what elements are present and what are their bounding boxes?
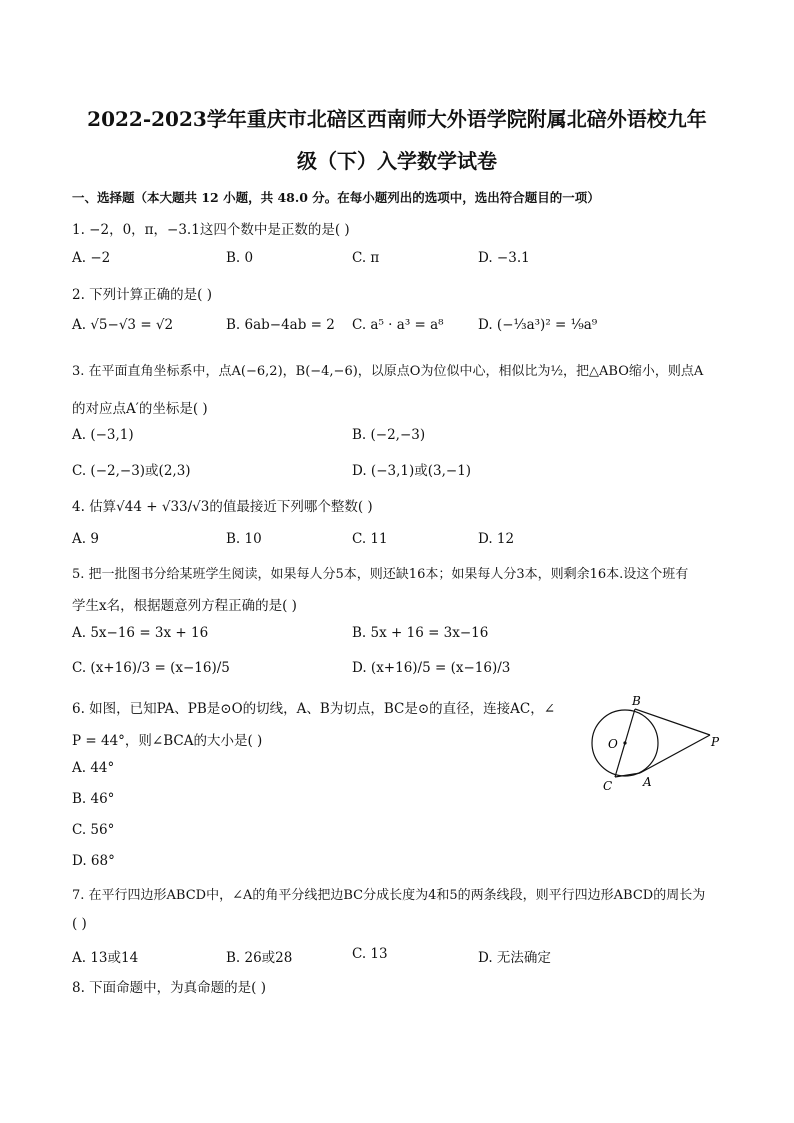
q3-option-a: A. (−3,1) — [72, 427, 134, 443]
figure-label-c: C — [603, 779, 613, 793]
q1-option-b: B. 0 — [226, 250, 254, 266]
question-5-stem-2: 学生x名，根据题意列方程正确的是( ) — [72, 598, 297, 614]
q4-option-b: B. 10 — [226, 531, 262, 547]
q5-option-c: C. (x+16)/3 = (x−16)/5 — [72, 660, 230, 676]
question-5-stem-1: 5. 把一批图书分给某班学生阅读，如果每人分5本，则还缺16本；如果每人分3本，则剩余16本.设这个班有 — [72, 567, 689, 582]
figure-label-o: O — [608, 737, 618, 751]
question-3-stem-1: 3. 在平面直角坐标系中，点A(−6,2)，B(−4,−6)，以原点O为位似中心，相似比为½，把△ABO缩小，则点A — [72, 364, 704, 379]
question-6-stem-1: 6. 如图，已知PA、PB是⊙O的切线，A、B为切点，BC是⊙的直径，连接AC，∠ — [72, 701, 556, 717]
q6-option-a: A. 44° — [72, 760, 115, 776]
figure-center-point — [623, 741, 626, 744]
q5-option-b: B. 5x + 16 = 3x−16 — [352, 625, 489, 641]
q3-option-d: D. (−3,1)或(3,−1) — [352, 463, 472, 479]
question-7-stem-2: ( ) — [72, 916, 87, 932]
figure-line-pa — [640, 735, 710, 773]
question-6-stem-2: P = 44°，则∠BCA的大小是( ) — [72, 733, 263, 749]
figure-line-pb — [635, 709, 710, 735]
question-7-stem-1: 7. 在平行四边形ABCD中，∠A的角平分线把边BC分成长度为4和5的两条线段，则平行四边形ABCD的周长为 — [72, 888, 706, 903]
q6-option-d: D. 68° — [72, 853, 115, 869]
q2-option-d: D. (−⅓a³)² = ⅑a⁹ — [478, 317, 598, 333]
question-3-stem-2: 的对应点A′的坐标是( ) — [72, 401, 208, 417]
q2-option-a: A. √5−√3 = √2 — [72, 317, 174, 333]
q7-option-c: C. 13 — [352, 946, 388, 962]
question-8-stem: 8. 下面命题中，为真命题的是( ) — [72, 980, 266, 996]
q1-option-a: A. −2 — [72, 250, 111, 266]
figure-label-a: A — [643, 775, 652, 789]
q7-option-a: A. 13或14 — [72, 950, 139, 966]
question-2-stem: 2. 下列计算正确的是( ) — [72, 287, 212, 303]
question-4-stem: 4. 估算√44 + √33/√3的值最接近下列哪个整数( ) — [72, 499, 373, 515]
tangent-circle-figure — [590, 695, 740, 800]
q6-option-c: C. 56° — [72, 822, 115, 838]
title-line-2: 级（下）入学数学试卷 — [297, 149, 497, 173]
q4-option-a: A. 9 — [72, 531, 99, 547]
section-heading: 一、选择题（本大题共 12 小题，共 48.0 分。在每小题列出的选项中，选出符合题目的一项） — [72, 190, 600, 205]
q4-option-c: C. 11 — [352, 531, 388, 547]
q1-option-c: C. π — [352, 250, 380, 266]
q1-option-d: D. −3.1 — [478, 250, 530, 266]
figure-label-p: P — [711, 735, 720, 749]
q2-option-c: C. a⁵ · a³ = a⁸ — [352, 317, 444, 333]
q3-option-b: B. (−2,−3) — [352, 427, 426, 443]
title-line-1: 2022-2023学年重庆市北碚区西南师大外语学院附属北碚外语校九年 — [87, 107, 707, 131]
figure-label-b: B — [632, 695, 641, 708]
q5-option-d: D. (x+16)/5 = (x−16)/3 — [352, 660, 511, 676]
q5-option-a: A. 5x−16 = 3x + 16 — [72, 625, 209, 641]
q6-option-b: B. 46° — [72, 791, 115, 807]
q7-option-b: B. 26或28 — [226, 950, 293, 966]
question-1-stem: 1. −2，0，π，−3.1这四个数中是正数的是( ) — [72, 222, 350, 238]
q7-option-d: D. 无法确定 — [478, 950, 551, 966]
q3-option-c: C. (−2,−3)或(2,3) — [72, 463, 191, 479]
q2-option-b: B. 6ab−4ab = 2 — [226, 317, 335, 333]
q4-option-d: D. 12 — [478, 531, 515, 547]
